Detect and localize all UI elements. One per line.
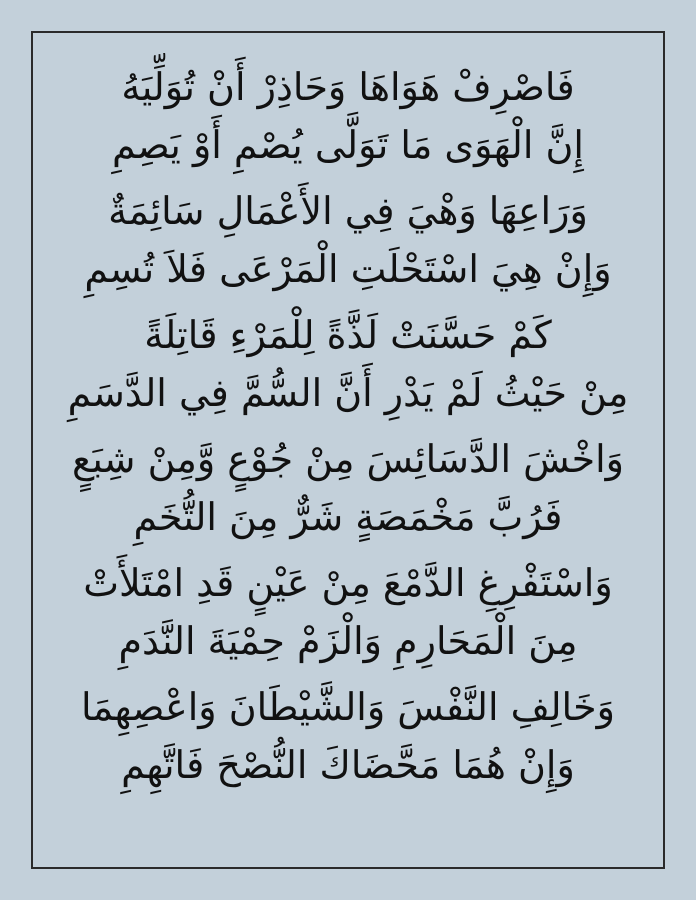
stanza	[40, 306, 656, 422]
verse-line: وَخَالِفِ النَّفْسَ وَالشَّيْطَانَ وَاعْصِهِمَا	[81, 685, 615, 729]
verse-line: فَاصْرِفْ هَوَاهَا وَحَاذِرْ أَنْ تُوَلِّيَهُ	[121, 65, 575, 109]
poem-verses	[40, 42, 656, 870]
verse-line: وَرَاعِهَا وَهْيَ فِي الأَعْمَالِ سَائِمَةٌ	[108, 189, 588, 233]
verse-line: مِنَ الْمَحَارِمِ وَالْزَمْ حِمْيَةَ النَّدَمِ	[118, 619, 578, 663]
verse-line: وَاسْتَفْرِغِ الدَّمْعَ مِنْ عَيْنٍ قَدِ امْتَلأَتْ	[83, 561, 613, 605]
verse-line: وَإِنْ هِيَ اسْتَحْلَتِ الْمَرْعَى فَلاَ تُسِمِ	[84, 247, 612, 291]
stanza	[40, 430, 656, 546]
stanza	[40, 182, 656, 298]
verse-line: كَمْ حَسَّنَتْ لَذَّةً لِلْمَرْءِ قَاتِلَةً	[144, 313, 552, 357]
verse-line: وَإِنْ هُمَا مَحَّضَاكَ النُّصْحَ فَاتَّهِمِ	[121, 743, 575, 787]
verse-line: فَرُبَّ مَخْمَصَةٍ شَرٌّ مِنَ التُّخَمِ	[133, 495, 563, 539]
verse-line: إِنَّ الْهَوَى مَا تَوَلَّى يُصْمِ أَوْ يَصِمِ	[112, 123, 584, 167]
verse-line: وَاخْشَ الدَّسَائِسَ مِنْ جُوْعٍ وَّمِنْ شِبَعٍ	[71, 437, 624, 481]
stanza	[40, 554, 656, 670]
stanza	[40, 678, 656, 794]
verse-line: مِنْ حَيْثُ لَمْ يَدْرِ أَنَّ السُّمَّ فِي الدَّسَمِ	[67, 371, 629, 415]
stanza	[40, 58, 656, 174]
